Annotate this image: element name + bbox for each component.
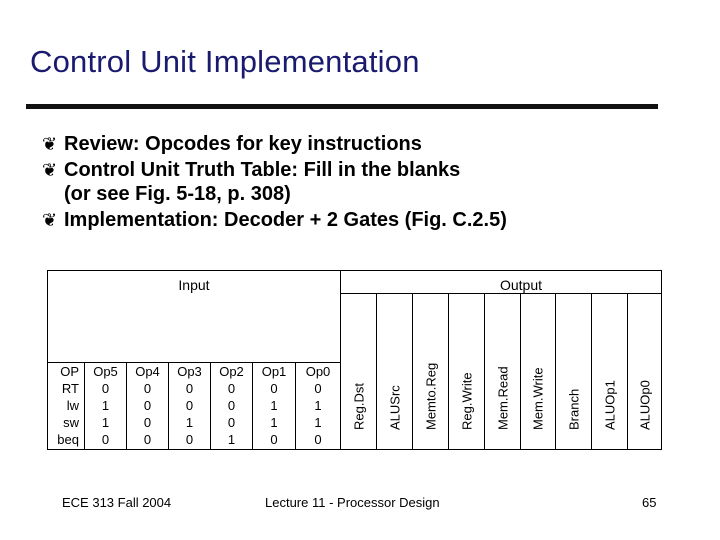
output-header-label: Output (499, 277, 543, 293)
bullet-text: Review: Opcodes for key instructions (64, 133, 422, 155)
column-head: Op1 (261, 364, 287, 379)
footer-lecture: Lecture 11 - Processor Design (265, 495, 440, 510)
op-cell: OP (60, 364, 79, 379)
value-cell: 0 (101, 432, 110, 447)
output-label: Reg.Write (459, 372, 474, 430)
title-divider (26, 104, 658, 109)
value-cell: 1 (101, 398, 110, 413)
output-label: ALUOp0 (637, 380, 652, 430)
footer-page-number: 65 (642, 495, 657, 510)
value-cell: 1 (101, 415, 110, 430)
value-cell: 1 (227, 432, 236, 447)
output-col-memread (484, 293, 521, 450)
op-cell: RT (61, 381, 79, 396)
input-header (47, 270, 341, 363)
value-cell: 1 (185, 415, 194, 430)
bullet-text: Control Unit Truth Table: Fill in the blanks (64, 159, 461, 181)
value-cell: 1 (314, 415, 322, 430)
value-cell: 0 (227, 381, 236, 396)
bullet-item (42, 158, 682, 206)
op0-column (295, 362, 341, 450)
op-column (47, 362, 85, 450)
footer-course: ECE 313 Fall 2004 (62, 495, 172, 510)
value-cell: 0 (143, 381, 152, 396)
fleuron-bullet-icon: ❦ (42, 134, 58, 154)
value-cell: 0 (143, 432, 152, 447)
output-label: Mem.Read (495, 366, 510, 430)
output-label: Branch (566, 388, 581, 430)
output-label: ALUOp1 (602, 380, 617, 430)
fleuron-bullet-icon: ❦ (42, 210, 58, 230)
output-col-alusrc (376, 293, 413, 450)
column-head: Op0 (305, 364, 331, 379)
output-label: ALUSrc (387, 385, 402, 430)
op3-column (168, 362, 211, 450)
op-cell: beq (57, 432, 79, 447)
column-head: Op4 (135, 364, 160, 379)
op-cell: lw (66, 398, 79, 413)
value-cell: 0 (314, 432, 322, 447)
output-col-branch (555, 293, 592, 450)
op-cell: sw (63, 415, 79, 430)
output-header (340, 270, 662, 294)
input-header-label: Input (178, 277, 210, 293)
output-col-regwrite (448, 293, 485, 450)
value-cell: 0 (185, 381, 194, 396)
truth-table (47, 270, 662, 450)
value-cell: 0 (101, 381, 110, 396)
output-col-memtoreg (412, 293, 449, 450)
op4-column (126, 362, 169, 450)
output-label: Reg.Dst (351, 383, 366, 430)
bullet-list (42, 132, 682, 234)
op5-column (84, 362, 127, 450)
op1-column (252, 362, 296, 450)
value-cell: 0 (270, 381, 278, 396)
slide-title: Control Unit Implementation (30, 44, 420, 79)
output-col-aluop1 (591, 293, 628, 450)
column-head: Op3 (177, 364, 202, 379)
value-cell: 0 (185, 398, 194, 413)
value-cell: 0 (227, 415, 236, 430)
bullet-continuation: (or see Fig. 5-18, p. 308) (64, 183, 291, 205)
value-cell: 0 (143, 398, 152, 413)
value-cell: 0 (227, 398, 236, 413)
output-col-aluop0 (627, 293, 662, 450)
op2-column (210, 362, 253, 450)
output-col-regdst (340, 293, 377, 450)
output-col-memwrite (520, 293, 556, 450)
bullet-item (42, 132, 682, 156)
value-cell: 1 (270, 398, 278, 413)
value-cell: 0 (143, 415, 152, 430)
value-cell: 1 (270, 415, 278, 430)
value-cell: 0 (270, 432, 278, 447)
bullet-text: Implementation: Decoder + 2 Gates (Fig. C.2.5) (64, 209, 507, 231)
output-label: Memto.Reg (423, 362, 438, 430)
value-cell: 1 (314, 398, 322, 413)
value-cell: 0 (314, 381, 322, 396)
output-label: Mem.Write (530, 367, 546, 430)
column-head: Op2 (219, 364, 244, 379)
bullet-item (42, 208, 682, 232)
fleuron-bullet-icon: ❦ (42, 160, 58, 180)
value-cell: 0 (185, 432, 194, 447)
column-head: Op5 (93, 364, 118, 379)
